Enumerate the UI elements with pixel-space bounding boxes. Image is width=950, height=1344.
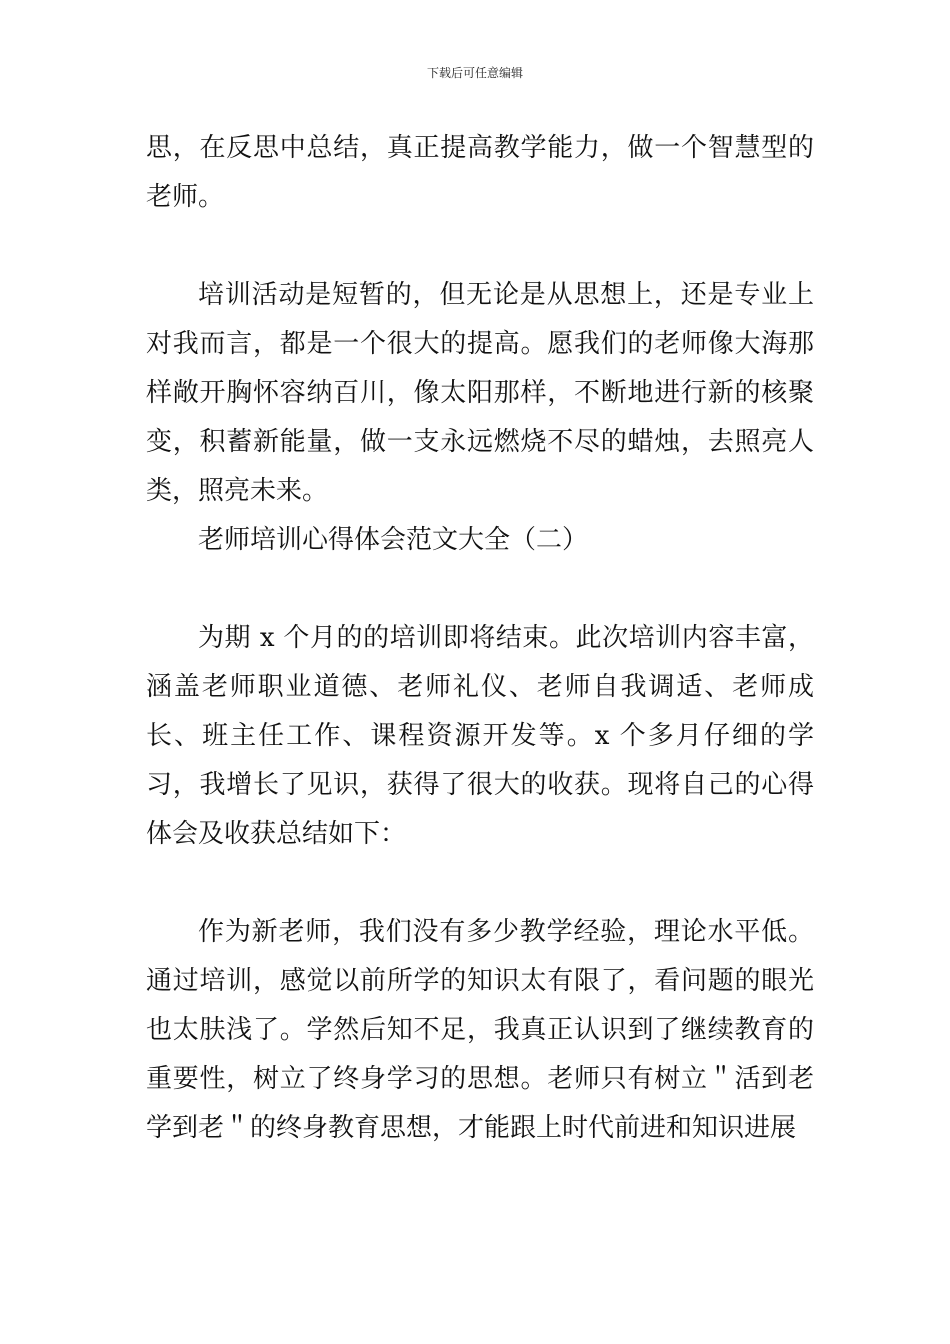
paragraph-training-summary: 培训活动是短暂的，但无论是从思想上，还是专业上对我而言，都是一个很大的提高。愿我们的老师像大海那样敞开胸怀容纳百川，像太阳那样，不断地进行新的核聚变，积蓄新能量，做一支永远燃烧不尽的蜡烛，去照亮人类，照亮未来。 [146,280,814,506]
document-body [146,124,814,1153]
paragraph-training-intro: 为期 x 个月的的培训即将结束。此次培训内容丰富，涵盖老师职业道德、老师礼仪、老师自我调适、老师成长、班主任工作、课程资源开发等。x 个多月仔细的学习，我增长了见识，获得了很大的收获。现将自己的心得体会及收获总结如下： [146,623,814,849]
paragraph-new-teacher: 作为新老师，我们没有多少教学经验，理论水平低。通过培训，感觉以前所学的知识太有限了，看问题的眼光也太肤浅了。学然后知不足，我真正认识到了继续教育的重要性，树立了终身学习的思想。老师只有树立＂活到老学到老＂的终身教育思想，才能跟上时代前进和知识进展 [146,917,814,1143]
section-heading: 老师培训心得体会范文大全（二） [198,525,589,555]
page-header: 下载后可任意编辑 [426,66,523,80]
paragraph-continuation: 思，在反思中总结，真正提高教学能力，做一个智慧型的老师。 [146,133,814,212]
